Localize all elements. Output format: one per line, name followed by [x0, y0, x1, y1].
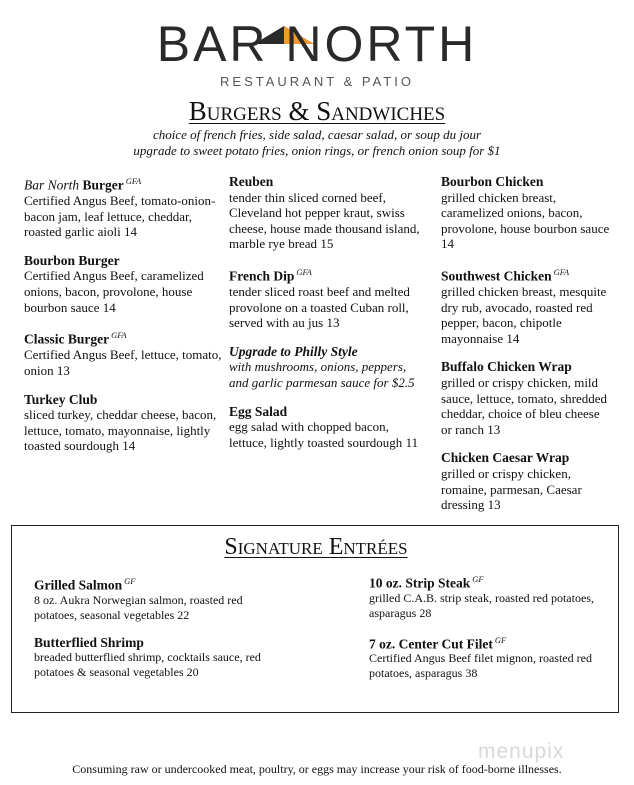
menu-item-description — [229, 284, 427, 331]
menu-item-description — [34, 650, 284, 680]
menu-item-description — [24, 407, 229, 454]
menu-item-title: 7 oz. Center Cut Filet — [369, 636, 493, 651]
menu-item-description — [24, 347, 229, 378]
menu-item-price: 14 — [122, 438, 136, 454]
menu-item-title: Bourbon Burger — [24, 252, 120, 268]
menu-item-name — [229, 174, 427, 190]
menu-column-3 — [441, 174, 613, 526]
menu-item-desc-text: Certified Angus Beef, caramelized onions, bacon, provolone, house bourbon sauce — [24, 268, 204, 315]
menu-item-price: 14 — [102, 299, 116, 315]
burgers-subtitle-sides: choice of french fries, side salad, caesar salad, or soup du jour — [152, 127, 482, 142]
menu-item-desc-text: with mushrooms, onions, peppers, and garlic parmesan sauce for $2.5 — [229, 359, 415, 391]
menu-item-price: 13 — [56, 362, 70, 378]
menu-item — [34, 635, 284, 680]
menu-item-title: Reuben — [229, 174, 274, 189]
dietary-tag: GFA — [111, 330, 127, 341]
menu-item-name-italic: Bar North — [24, 177, 80, 193]
menu-item-title: 10 oz. Strip Steak — [369, 575, 471, 591]
menu-item-desc-text: sliced turkey, cheddar cheese, bacon, lettuce, tomato, mayonnaise, lightly toasted sourdough — [24, 407, 217, 454]
menu-item-title: Butterflied Shrimp — [34, 634, 144, 650]
menu-item-title: Chicken Caesar Wrap — [441, 450, 570, 466]
menu-item-title: Classic Burger — [24, 331, 110, 347]
menu-item-description — [441, 466, 613, 513]
menu-item-title: Egg Salad — [229, 403, 288, 419]
dietary-tag: GFA — [125, 176, 142, 186]
menu-item-desc-text: 8 oz. Aukra Norwegian salmon, roasted red potatoes, seasonal vegetables — [34, 592, 243, 622]
menu-item-desc-text: tender thin sliced corned beef, Cleveland hot pepper kraut, swiss cheese, house made thousand island, marble rye bread — [229, 189, 420, 252]
menu-item-description — [441, 190, 613, 252]
menu-column-1 — [24, 174, 229, 467]
menu-item — [441, 450, 613, 512]
menu-item-price: 15 — [320, 236, 334, 252]
signature-entrees-box — [11, 525, 619, 713]
menu-item — [24, 174, 229, 240]
menu-item-desc-text: grilled C.A.B. strip steak, roasted red potatoes, asparagus — [369, 590, 594, 620]
menu-item — [441, 174, 613, 252]
menu-item-name — [369, 572, 599, 591]
menu-item-name — [441, 265, 613, 284]
dietary-tag: GFA — [296, 266, 312, 277]
menu-item-desc-text: grilled chicken breast, caramelized onions, bacon, provolone, house bourbon sauce — [441, 189, 610, 236]
menu-item-description — [229, 359, 427, 390]
dietary-tag: GFA — [553, 266, 570, 277]
menu-item-desc-text: grilled or crispy chicken, romaine, parmesan, Caesar dressing — [441, 466, 582, 513]
menu-item-name — [24, 174, 229, 193]
menu-item-title: Bourbon Chicken — [441, 174, 544, 189]
menu-item-price: 11 — [405, 434, 419, 450]
menu-item-desc-text: Certified Angus Beef, tomato-onion-bacon jam, leaf lettuce, cheddar, roasted garlic aioli — [24, 193, 216, 240]
menu-item-description — [229, 419, 427, 450]
menu-item-description — [34, 593, 284, 623]
menu-item-description — [24, 268, 229, 315]
menu-item-description — [229, 190, 427, 252]
menu-column-2 — [229, 174, 427, 463]
menu-item — [369, 633, 599, 682]
menu-item-desc-text: egg salad with chopped bacon, lettuce, lightly toasted sourdough — [229, 419, 403, 450]
dietary-tag: GF — [494, 634, 507, 645]
menu-item-price: 14 — [124, 224, 137, 240]
menu-item — [229, 265, 427, 331]
menu-item-price: 38 — [465, 666, 478, 680]
menu-item-price: 20 — [186, 664, 199, 679]
menu-item-description — [369, 651, 599, 681]
menu-item-title: Turkey Club — [24, 391, 98, 407]
menu-item-description — [441, 284, 613, 346]
menu-item-title: Buffalo Chicken Wrap — [441, 359, 572, 375]
dietary-tag: GF — [124, 576, 136, 586]
entrees-section-title: Signature Entrées — [224, 534, 408, 560]
menu-item-price: 22 — [177, 607, 190, 622]
burgers-subtitle-upgrade: upgrade to sweet potato fries, onion rings, or french onion soup for $1 — [133, 143, 501, 158]
burgers-section-title: Burgers & Sandwiches — [188, 96, 446, 126]
menu-item-name — [24, 392, 229, 408]
menu-item-price: 14 — [506, 330, 520, 346]
menu-item — [229, 404, 427, 451]
logo-name: BAR NORTH — [156, 16, 478, 72]
menu-item — [441, 359, 613, 437]
menu-item-price: 14 — [441, 236, 454, 252]
menu-item-description — [441, 375, 613, 437]
menu-item-desc-text: grilled or crispy chicken, mild sauce, lettuce, tomato, shredded cheddar, choice of bleu cheese or ranch — [441, 375, 608, 437]
menu-item-name — [369, 633, 599, 652]
watermark: menupix — [478, 740, 565, 763]
menu-item-name — [229, 265, 427, 284]
menu-item-desc-text: Certified Angus Beef, lettuce, tomato, onion — [24, 347, 222, 378]
menu-item-price: 13 — [487, 497, 501, 513]
menu-item-name — [441, 450, 613, 466]
menu-item — [24, 253, 229, 315]
menu-item-name — [34, 635, 284, 650]
menu-item-title: Upgrade to Philly Style — [229, 343, 358, 359]
menu-item — [34, 574, 284, 623]
menu-item-description — [369, 591, 599, 621]
menu-item-desc-text: tender sliced roast beef and melted provolone on a toasted Cuban roll, served with au jus — [229, 284, 410, 331]
menu-item — [24, 328, 229, 378]
food-safety-disclaimer: Consuming raw or undercooked meat, poultry, or eggs may increase your risk of food-borne illnesses. — [72, 762, 562, 776]
restaurant-logo — [150, 12, 484, 92]
menu-item-title: French Dip — [229, 268, 295, 284]
menu-item-price: 13 — [326, 315, 340, 331]
entrees-left-column — [34, 574, 284, 692]
menu-item-name — [229, 404, 427, 420]
menu-item-desc-text: breaded butterflied shrimp, cocktails sauce, red potatoes & seasonal vegetables — [34, 649, 261, 679]
menu-item-price: 13 — [487, 421, 501, 437]
menu-item-title: Grilled Salmon — [34, 577, 123, 593]
menu-item-description — [24, 193, 229, 240]
menu-item-title: Southwest Chicken — [441, 268, 552, 284]
menu-item-name — [441, 359, 613, 375]
menu-item — [229, 174, 427, 252]
menu-item-desc-text: grilled chicken breast, mesquite dry rub, avocado, roasted red pepper, bacon, chipotle mayonnaise — [441, 284, 607, 346]
logo-tagline: RESTAURANT & PATIO — [220, 74, 414, 89]
menu-item-name — [34, 574, 284, 593]
menu-item-price: 28 — [419, 605, 432, 620]
menu-item-name — [229, 344, 427, 360]
menu-item — [441, 265, 613, 346]
dietary-tag: GF — [472, 574, 484, 584]
menu-item-desc-text: Certified Angus Beef filet mignon, roasted red potatoes, asparagus — [369, 651, 592, 680]
upgrade-note — [229, 344, 427, 391]
menu-item-name — [24, 328, 229, 347]
menu-item-name — [24, 253, 229, 269]
menu-item — [369, 572, 599, 621]
menu-item — [24, 392, 229, 454]
menu-item-title: Burger — [82, 177, 124, 193]
entrees-right-column — [369, 572, 599, 693]
menu-item-name — [441, 174, 613, 190]
